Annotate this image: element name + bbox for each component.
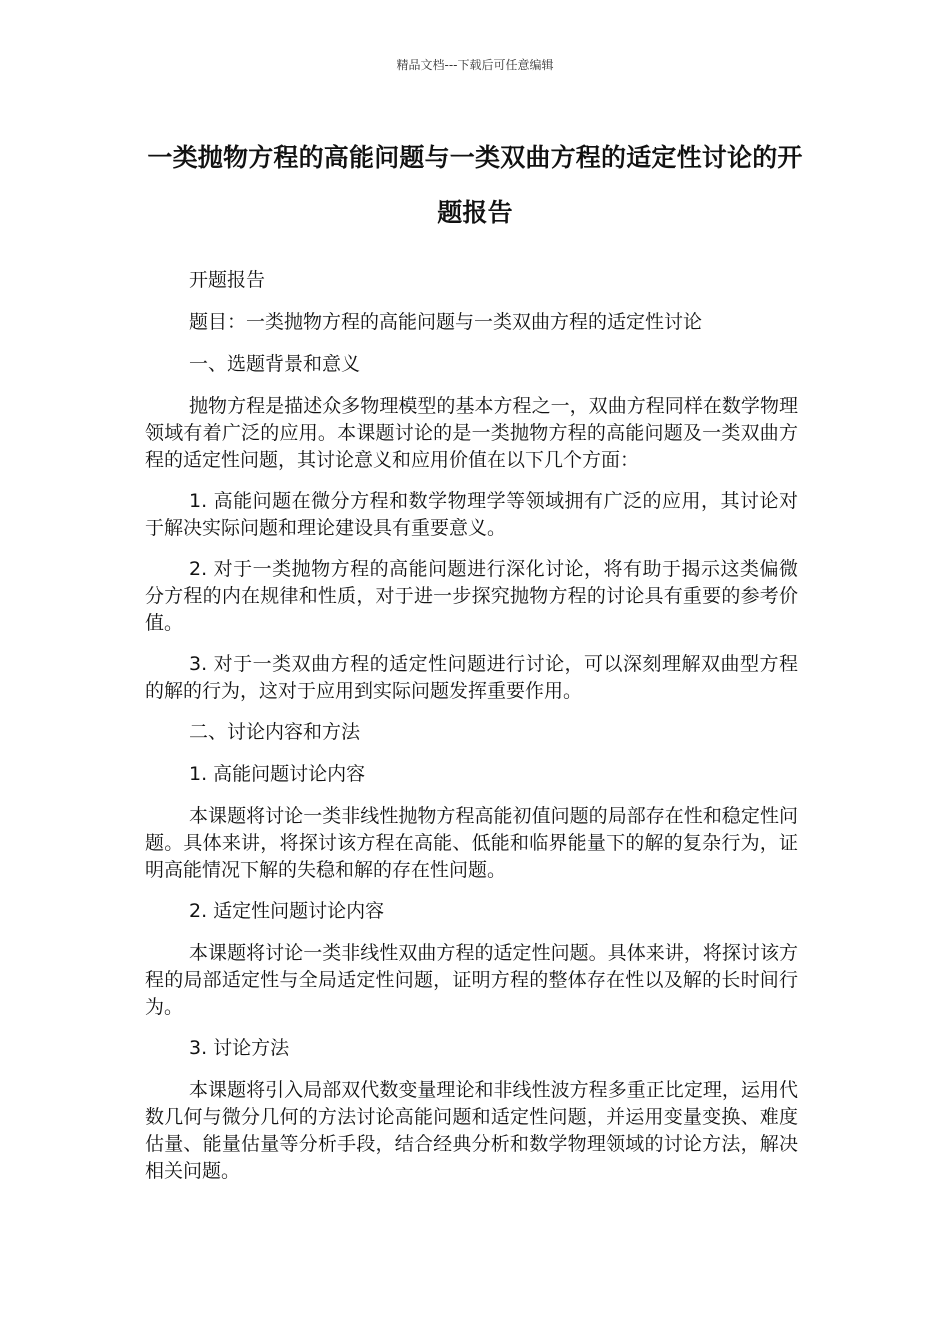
subheading-well-posedness: 2. 适定性问题讨论内容 xyxy=(189,900,385,922)
paragraph-point-1: 1. 高能问题在微分方程和数学物理学等领域拥有广泛的应用，其讨论对于解决实际问题和理论建设具有重要意义。 xyxy=(145,490,798,539)
paragraph-topic: 题目：一类抛物方程的高能问题与一类双曲方程的适定性讨论 xyxy=(189,311,703,333)
paragraph-report-label: 开题报告 xyxy=(189,269,266,291)
section-heading-background: 一、选题背景和意义 xyxy=(189,353,361,375)
subheading-methods: 3. 讨论方法 xyxy=(189,1037,290,1059)
paragraph-methods: 本课题将引入局部双代数变量理论和非线性波方程多重正比定理，运用代数几何与微分几何的方法讨论高能问题和适定性问题，并运用变量变换、难度估量、能量估量等分析手段，结合经典分析和数学物理领域的讨论方法，解决相关问题。 xyxy=(145,1079,798,1182)
document-body xyxy=(145,267,798,1199)
paragraph-point-2: 2. 对于一类抛物方程的高能问题进行深化讨论，将有助于揭示这类偏微分方程的内在规律和性质，对于进一步探究抛物方程的讨论具有重要的参考价值。 xyxy=(145,558,798,634)
paragraph-point-3: 3. 对于一类双曲方程的适定性问题进行讨论，可以深刻理解双曲型方程的解的行为，这对于应用到实际问题发挥重要作用。 xyxy=(145,653,798,702)
paragraph-high-energy: 本课题将讨论一类非线性抛物方程高能初值问题的局部存在性和稳定性问题。具体来讲，将探讨该方程在高能、低能和临界能量下的解的复杂行为，证明高能情况下解的失稳和解的存在性问题。 xyxy=(145,805,798,881)
section-heading-content-methods: 二、讨论内容和方法 xyxy=(189,721,361,743)
document-title: 一类抛物方程的高能问题与一类双曲方程的适定性讨论的开题报告 xyxy=(147,143,803,227)
paragraph-well-posedness: 本课题将讨论一类非线性双曲方程的适定性问题。具体来讲，将探讨该方程的局部适定性与全局适定性问题，证明方程的整体存在性以及解的长时间行为。 xyxy=(145,942,798,1018)
header-note: 精品文档---下载后可任意编辑 xyxy=(396,58,554,72)
subheading-high-energy: 1. 高能问题讨论内容 xyxy=(189,763,366,785)
paragraph-background: 抛物方程是描述众多物理模型的基本方程之一，双曲方程同样在数学物理领域有着广泛的应用。本课题讨论的是一类抛物方程的高能问题及一类双曲方程的适定性问题，其讨论意义和应用价值在以下几个方面： xyxy=(145,395,798,471)
